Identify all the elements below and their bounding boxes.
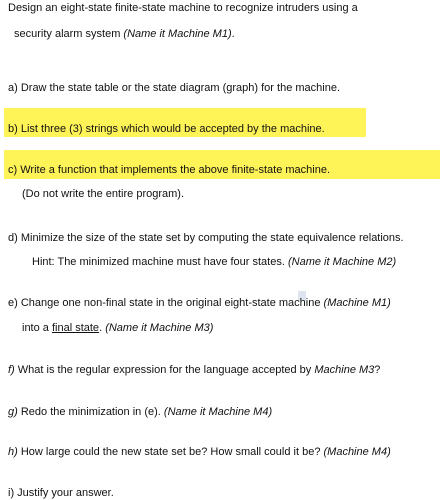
question-e-line-2: into a final state. (Name it Machine M3): [22, 322, 214, 334]
question-c-line-1: c) Write a function that implements the above finite-state machine.: [8, 164, 331, 176]
question-f: f) What is the regular expression for the language accepted by Machine M3?: [8, 364, 381, 376]
question-a: a) Draw the state table or the state diagram (graph) for the machine.: [8, 82, 340, 94]
intro-line-2: security alarm system (Name it Machine M1).: [14, 28, 235, 40]
question-i: i) Justify your answer.: [8, 487, 114, 499]
question-h: h) How large could the new state set be? How small could it be? (Machine M4): [8, 446, 391, 458]
question-d-line-1: d) Minimize the size of the state set by computing the state equivalence relations.: [8, 232, 404, 244]
question-c-line-2: (Do not write the entire program).: [22, 188, 185, 200]
intro-line-1: Design an eight-state finite-state machine to recognize intruders using a: [8, 2, 358, 14]
question-d-line-2: Hint: The minimized machine must have four states. (Name it Machine M2): [32, 256, 397, 268]
question-b: b) List three (3) strings which would be accepted by the machine.: [8, 123, 325, 135]
question-g: g) Redo the minimization in (e). (Name it Machine M4): [8, 406, 273, 418]
question-e-line-1: e) Change one non-final state in the original eight-state machine (Machine M1): [8, 297, 391, 309]
